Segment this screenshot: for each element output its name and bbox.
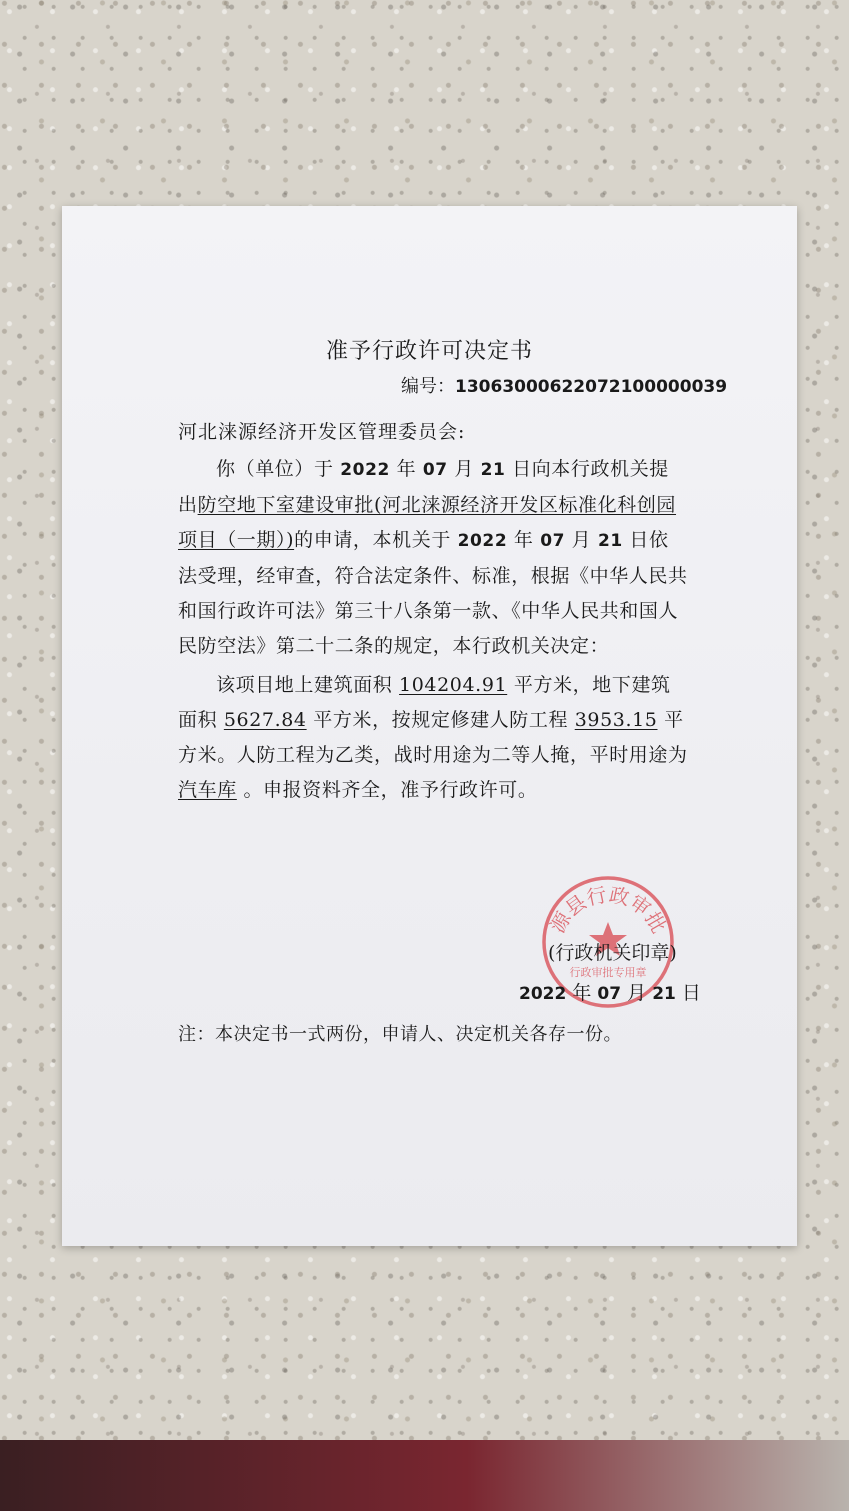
- document-number-label: 编号：: [401, 376, 455, 397]
- background-floor: [0, 1440, 849, 1511]
- date-year: 2022: [519, 984, 567, 1004]
- underground-area: 5627.84: [223, 709, 307, 731]
- text-segment: 月: [621, 982, 653, 1004]
- seal-label: (行政机关印章): [548, 942, 677, 964]
- acceptance-day: 21: [597, 531, 623, 551]
- text-segment: 日: [675, 982, 701, 1004]
- document-paper: [62, 206, 797, 1246]
- seal-top-text: 源县行政审批: [545, 882, 671, 938]
- seal-bottom-text: 行政审批专用章: [569, 966, 647, 979]
- paragraph-application: [178, 452, 688, 664]
- recipient: 河北涞源经济开发区管理委员会:: [178, 421, 466, 443]
- text-segment: 你（单位）于: [216, 458, 341, 480]
- decision-date: [519, 978, 701, 1005]
- application-year: 2022: [340, 460, 390, 480]
- date-month: 07: [597, 984, 622, 1004]
- paragraph-decision: [178, 668, 688, 808]
- text-segment: 该项目地上建筑面积: [216, 674, 400, 696]
- text-segment: 。申报资料齐全，准予行政许可。: [236, 779, 538, 801]
- peacetime-use: 汽车库: [178, 779, 237, 801]
- text-segment: 日依法受理，经审查，符合法定条件、标准，根据《中华人民共和国行政许可法》第三十八条第一款、《中华人民共和国人民防空法》第二十二条的规定，本行政机关决定：: [178, 529, 688, 657]
- document-note: 注：本决定书一式两份，申请人、决定机关各存一份。: [178, 1024, 622, 1045]
- project-name: 防空地下室建设审批(河北涞源经济开发区标准化科创园项目（一期）): [178, 494, 677, 551]
- acceptance-year: 2022: [457, 531, 508, 551]
- text-segment: 平方米，按规定修建人防工程: [306, 709, 575, 731]
- date-day: 21: [652, 984, 676, 1004]
- text-segment: 的申请，本机关于: [294, 529, 458, 551]
- text-segment: 月: [447, 458, 481, 480]
- document-number: [401, 372, 727, 398]
- document-number-value: 13063000622072100000039: [455, 377, 728, 397]
- text-segment: 年: [507, 529, 541, 551]
- text-segment: 日向本行政机关提出: [178, 458, 669, 516]
- text-segment: 年: [389, 458, 423, 480]
- text-segment: 月: [565, 529, 598, 551]
- application-day: 21: [480, 460, 506, 480]
- civil-defense-area: 3953.15: [574, 709, 658, 731]
- document-title: 准予行政许可决定书: [326, 339, 534, 364]
- text-segment: 平方米，地下建筑面积: [178, 674, 671, 731]
- text-segment: 年: [566, 982, 598, 1004]
- text-segment: 平方米。人防工程为乙类，战时用途为二等人掩，平时用途为: [178, 709, 688, 766]
- acceptance-month: 07: [540, 531, 566, 551]
- application-month: 07: [422, 460, 448, 480]
- above-ground-area: 104204.91: [399, 674, 508, 696]
